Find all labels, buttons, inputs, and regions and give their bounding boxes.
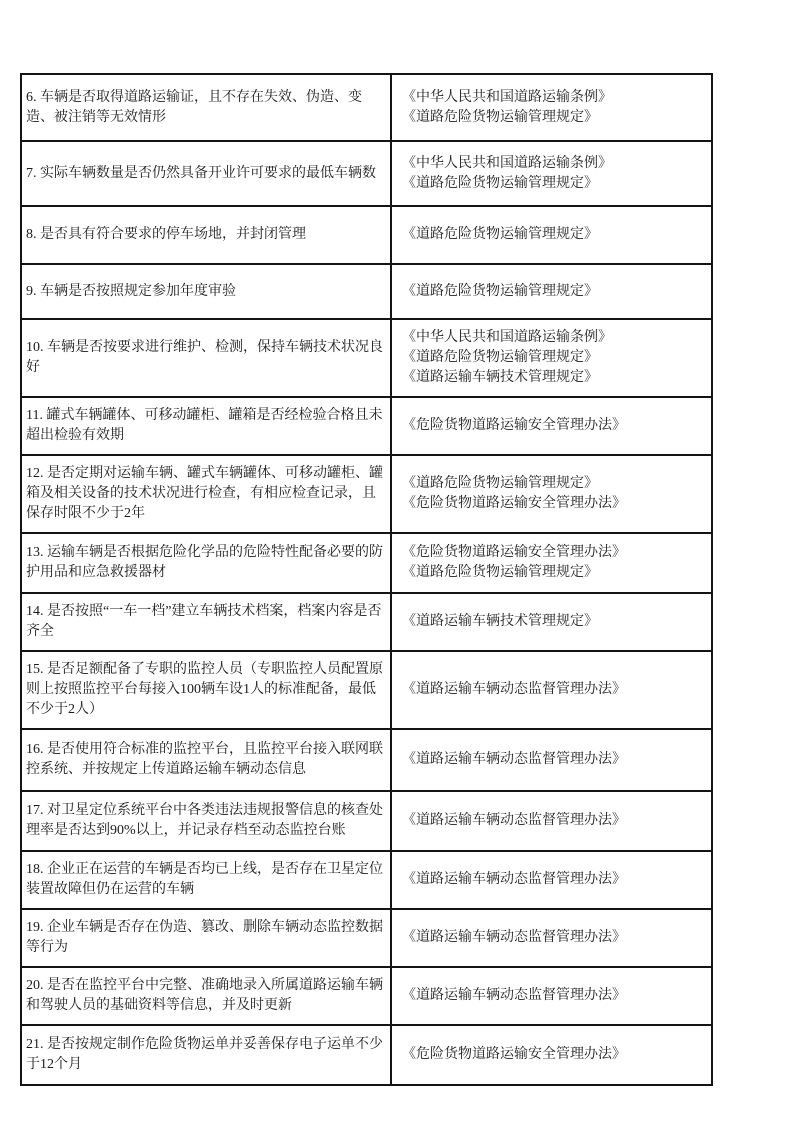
regulation-ref: 《道路危险货物运输管理规定》 <box>402 350 598 365</box>
checklist-item-text: 13. 运输车辆是否根据危险化学品的危险特性配备必要的防护用品和应急救援器材 <box>22 534 392 592</box>
regulation-ref: 《道路危险货物运输管理规定》 <box>402 175 598 191</box>
checklist-item-text: 6. 车辆是否取得道路运输证，且不存在失效、伪造、变造、被注销等无效情形 <box>22 75 392 140</box>
table-row <box>22 1026 711 1084</box>
checklist-item-text: 10. 车辆是否按要求进行维护、检测，保持车辆技术状况良好 <box>22 320 392 396</box>
table-row <box>22 207 711 265</box>
checklist-item-text: 17. 对卫星定位系统平台中各类违法违规报警信息的核查处理率是否达到90%以上，并记录存档至动态监控台账 <box>22 792 392 850</box>
checklist-item-text: 11. 罐式车辆罐体、可移动罐柜、罐箱是否经检验合格且未超出检验有效期 <box>22 398 392 454</box>
table-row <box>22 142 711 207</box>
regulation-ref: 《道路运输车辆动态监督管理办法》 <box>402 752 626 767</box>
table-row <box>22 456 711 534</box>
checklist-item-text: 15. 是否足额配备了专职的监控人员（专职监控人员配置原则上按照监控平台每接入100辆车设1人的标准配备，最低不少于2人） <box>22 652 392 728</box>
checklist-item-text: 14. 是否按照“一车一档”建立车辆技术档案，档案内容是否齐全 <box>22 594 392 650</box>
checklist-table <box>20 73 713 1086</box>
regulation-ref: 《道路运输车辆技术管理规定》 <box>402 614 598 629</box>
regulation-refs <box>392 320 711 396</box>
regulation-refs <box>392 207 711 263</box>
checklist-item-text: 21. 是否按规定制作危险货物运单并妥善保存电子运单不少于12个月 <box>22 1026 392 1084</box>
regulation-refs <box>392 730 711 790</box>
regulation-ref: 《道路危险货物运输管理规定》 <box>402 109 598 125</box>
regulation-ref: 《中华人民共和国道路运输条例》 <box>402 330 612 345</box>
table-row <box>22 398 711 456</box>
checklist-item-text: 18. 企业正在运营的车辆是否均已上线，是否存在卫星定位装置故障但仍在运营的车辆 <box>22 852 392 908</box>
regulation-ref: 《危险货物道路运输安全管理办法》 <box>402 545 626 560</box>
regulation-ref: 《道路危险货物运输管理规定》 <box>402 283 598 299</box>
regulation-refs <box>392 456 711 532</box>
regulation-ref: 《中华人民共和国道路运输条例》 <box>402 155 612 171</box>
checklist-item-text: 8. 是否具有符合要求的停车场地，并封闭管理 <box>22 207 392 263</box>
regulation-ref: 《道路运输车辆动态监督管理办法》 <box>402 930 626 945</box>
regulation-ref: 《危险货物道路运输安全管理办法》 <box>402 1047 626 1062</box>
regulation-refs <box>392 968 711 1024</box>
table-row <box>22 534 711 594</box>
regulation-ref: 《危险货物道路运输安全管理办法》 <box>402 418 626 433</box>
regulation-refs <box>392 792 711 850</box>
checklist-item-text: 9. 车辆是否按照规定参加年度审验 <box>22 265 392 318</box>
regulation-refs <box>392 1026 711 1084</box>
table-row <box>22 594 711 652</box>
regulation-refs <box>392 594 711 650</box>
regulation-refs <box>392 265 711 318</box>
table-row <box>22 730 711 792</box>
regulation-ref: 《道路运输车辆动态监督管理办法》 <box>402 872 626 887</box>
regulation-refs <box>392 142 711 205</box>
regulation-ref: 《道路危险货物运输管理规定》 <box>402 227 598 242</box>
regulation-ref: 《道路危险货物运输管理规定》 <box>402 476 598 491</box>
table-row <box>22 652 711 730</box>
table-row <box>22 852 711 910</box>
table-row <box>22 75 711 142</box>
table-row <box>22 910 711 968</box>
regulation-ref: 《道路运输车辆动态监督管理办法》 <box>402 813 626 828</box>
regulation-refs <box>392 534 711 592</box>
regulation-ref: 《道路运输车辆动态监督管理办法》 <box>402 682 626 697</box>
checklist-item-text: 12. 是否定期对运输车辆、罐式车辆罐体、可移动罐柜、罐箱及相关设备的技术状况进行检查，有相应检查记录，且保存时限不少于2年 <box>22 456 392 532</box>
regulation-refs <box>392 910 711 966</box>
regulation-ref: 《道路运输车辆技术管理规定》 <box>402 370 598 385</box>
table-row <box>22 968 711 1026</box>
table-row <box>22 265 711 320</box>
checklist-item-text: 16. 是否使用符合标准的监控平台，且监控平台接入联网联控系统、并按规定上传道路运输车辆动态信息 <box>22 730 392 790</box>
table-row <box>22 792 711 852</box>
regulation-ref: 《道路危险货物运输管理规定》 <box>402 565 598 580</box>
regulation-refs <box>392 398 711 454</box>
regulation-refs <box>392 852 711 908</box>
checklist-item-text: 19. 企业车辆是否存在伪造、篡改、删除车辆动态监控数据等行为 <box>22 910 392 966</box>
regulation-ref: 《中华人民共和国道路运输条例》 <box>402 89 612 105</box>
regulation-ref: 《道路运输车辆动态监督管理办法》 <box>402 988 626 1003</box>
table-row <box>22 320 711 398</box>
regulation-refs <box>392 652 711 728</box>
checklist-item-text: 7. 实际车辆数量是否仍然具备开业许可要求的最低车辆数 <box>22 142 392 205</box>
checklist-item-text: 20. 是否在监控平台中完整、准确地录入所属道路运输车辆和驾驶人员的基础资料等信息，并及时更新 <box>22 968 392 1024</box>
regulation-ref: 《危险货物道路运输安全管理办法》 <box>402 496 626 511</box>
regulation-refs <box>392 75 711 140</box>
